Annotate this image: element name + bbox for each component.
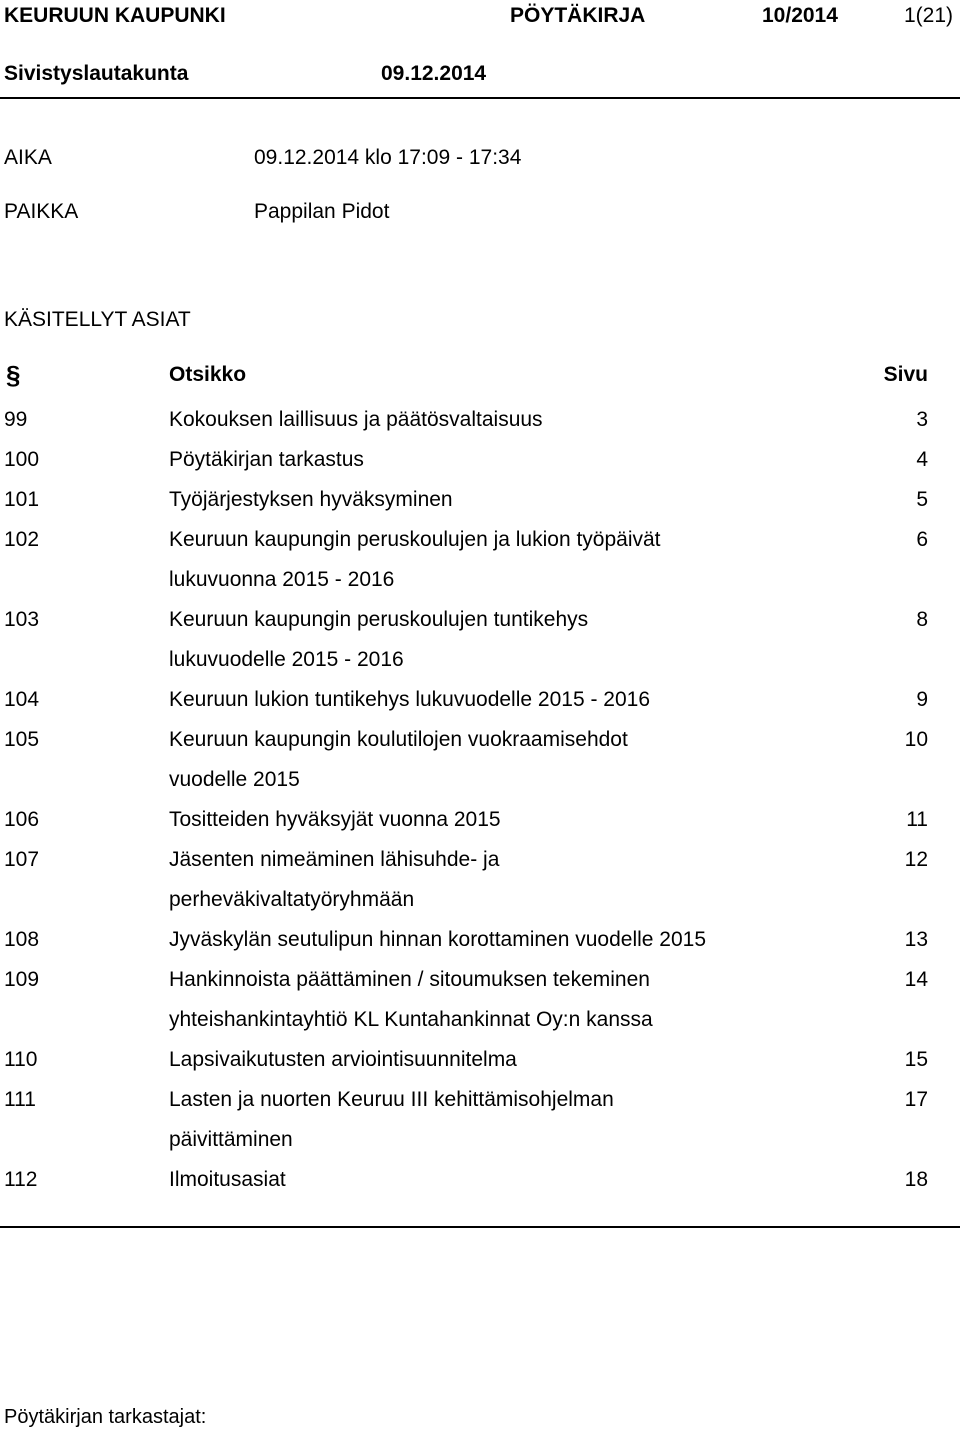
agenda-item-title: Pöytäkirjan tarkastus [169,448,364,471]
place-value: Pappilan Pidot [254,200,390,223]
agenda-item-title: Keuruun kaupungin peruskoulujen tuntikehys lukuvuodelle 2015 - 2016 [169,608,589,671]
agenda-item-number: 108 [4,928,40,951]
agenda-item [0,1040,960,1080]
agenda-item [0,480,960,520]
document-type: PÖYTÄKIRJA [510,4,646,27]
agenda-header-row [0,360,960,400]
agenda-item-title: Lasten ja nuorten Keuruu III kehittämisohjelman päivittäminen [169,1088,614,1151]
agenda-item-title: Keuruun lukion tuntikehys lukuvuodelle 2015 - 2016 [169,688,651,711]
agenda-item [0,920,960,960]
agenda-item-page: 18 [904,1168,928,1191]
agenda-item-number: 99 [4,408,28,431]
agenda-item-page: 9 [916,688,928,711]
agenda-item-page: 12 [904,848,928,871]
agenda-item-number: 102 [4,528,40,551]
agenda-item-page: 10 [904,728,928,751]
agenda-item [0,1160,960,1200]
agenda-item-number: 100 [4,448,40,471]
header-divider [0,97,960,99]
agenda-item-title: Hankinnoista päättäminen / sitoumuksen tekeminen yhteishankintayhtiö KL Kuntahankinnat Oy:n kanssa [169,968,653,1031]
board-name: Sivistyslautakunta [4,62,189,85]
page-indicator: 1(21) [904,4,954,27]
agenda-item-title: Jyväskylän seutulipun hinnan korottaminen vuodelle 2015 [169,928,707,951]
agenda-item [0,800,960,840]
agenda-item-title: Keuruun kaupungin peruskoulujen ja lukion työpäivät lukuvuonna 2015 - 2016 [169,528,661,591]
reviewers-label: Pöytäkirjan tarkastajat: [4,1406,207,1428]
agenda-item-title: Ilmoitusasiat [169,1168,286,1191]
agenda-item-page: 8 [916,608,928,631]
agenda-item-title: Kokouksen laillisuus ja päätösvaltaisuus [169,408,543,431]
paragraph-icon: § [6,360,21,390]
agenda-item [0,680,960,720]
agenda-item-page: 4 [916,448,928,471]
agenda-item-page: 14 [904,968,928,991]
agenda-item-title: Lapsivaikutusten arviointisuunnitelma [169,1048,517,1071]
agenda-item [0,520,960,600]
time-label: AIKA [4,146,52,169]
agenda-item-number: 109 [4,968,40,991]
agenda-item [0,400,960,440]
title-column-header: Otsikko [169,363,247,386]
agenda-item-number: 110 [4,1048,38,1071]
agenda-item [0,720,960,800]
header-date: 09.12.2014 [381,62,487,85]
time-value: 09.12.2014 klo 17:09 - 17:34 [254,146,522,169]
agenda-item [0,1080,960,1160]
agenda-item-number: 101 [4,488,40,511]
agenda-item-page: 11 [906,808,928,831]
agenda-table [0,360,960,1200]
agenda-item-number: 111 [4,1088,36,1111]
agenda-item-page: 5 [916,488,928,511]
agenda-item-page: 6 [916,528,928,551]
agenda-item [0,600,960,680]
agenda-item [0,440,960,480]
place-label: PAIKKA [4,200,79,223]
agenda-item-title: Työjärjestyksen hyväksyminen [169,488,453,511]
agenda-item-number: 107 [4,848,40,871]
agenda-item-number: 106 [4,808,40,831]
agenda-item-number: 103 [4,608,40,631]
section-title: KÄSITELLYT ASIAT [4,308,191,331]
page-column-header: Sivu [883,363,928,386]
agenda-item [0,840,960,920]
agenda-item-title: Jäsenten nimeäminen lähisuhde- ja perheväkivaltatyöryhmään [169,848,500,911]
agenda-item-page: 17 [904,1088,928,1111]
agenda-item-number: 104 [4,688,40,711]
agenda-rows [0,400,960,1200]
agenda-item-page: 3 [916,408,928,431]
agenda-item-title: Tositteiden hyväksyjät vuonna 2015 [169,808,501,831]
agenda-item [0,960,960,1040]
agenda-item-number: 112 [4,1168,38,1191]
organization-name: KEURUUN KAUPUNKI [4,4,226,27]
document-number: 10/2014 [762,4,838,27]
agenda-item-title: Keuruun kaupungin koulutilojen vuokraamisehdot vuodelle 2015 [169,728,628,791]
footer-divider [0,1226,960,1228]
agenda-item-page: 13 [904,928,928,951]
agenda-item-page: 15 [904,1048,928,1071]
agenda-item-number: 105 [4,728,40,751]
